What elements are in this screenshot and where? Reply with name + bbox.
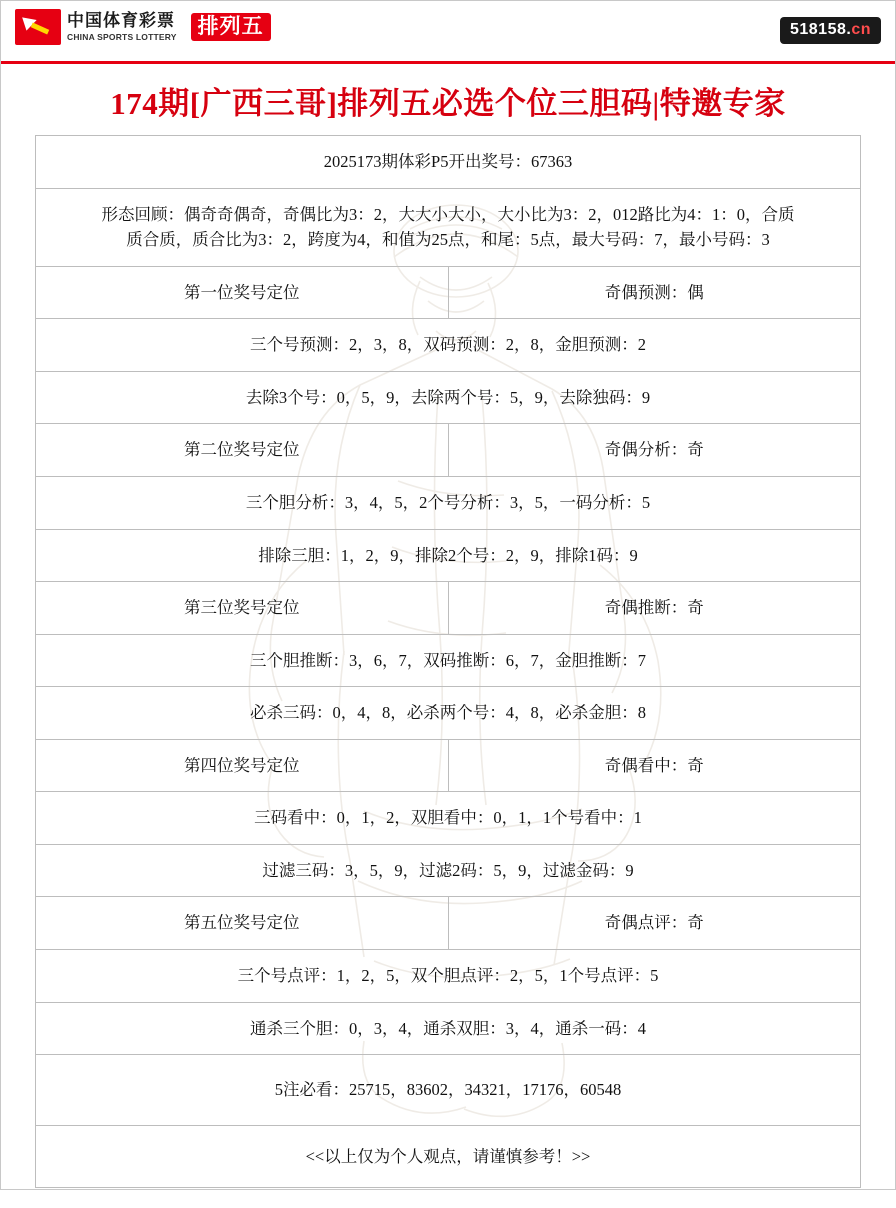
position-5-label: 第五位奖号定位 xyxy=(36,897,449,950)
table-row xyxy=(36,844,861,897)
position-5-parity: 奇偶点评：奇 xyxy=(448,897,861,950)
position-4-parity: 奇偶看中：奇 xyxy=(448,739,861,792)
site-domain-badge xyxy=(780,17,881,44)
table-row xyxy=(36,634,861,687)
table-row xyxy=(36,1055,861,1126)
table-row xyxy=(36,529,861,582)
table-row xyxy=(36,424,861,477)
position-1-label: 第一位奖号定位 xyxy=(36,266,449,319)
table-row xyxy=(36,950,861,1003)
position-4-row2: 过滤三码：3，5，9，过滤2码：5，9，过滤金码：9 xyxy=(36,844,861,897)
position-4-row1: 三码看中：0，1，2，双胆看中：0，1，1个号看中：1 xyxy=(36,792,861,845)
forecast-content xyxy=(1,135,895,1208)
position-1-row2: 去除3个号：0，5，9，去除两个号：5，9，去除独码：9 xyxy=(36,371,861,424)
table-row xyxy=(36,136,861,189)
table-row xyxy=(36,792,861,845)
position-3-row1: 三个胆推断：3，6，7，双码推断：6，7，金胆推断：7 xyxy=(36,634,861,687)
position-2-parity: 奇偶分析：奇 xyxy=(448,424,861,477)
position-4-label: 第四位奖号定位 xyxy=(36,739,449,792)
position-1-parity: 奇偶预测：偶 xyxy=(448,266,861,319)
site-header xyxy=(1,1,895,61)
brand-name-cn: 中国体育彩票 xyxy=(67,10,175,30)
draw-result: 2025173期体彩P5开出奖号：67363 xyxy=(36,136,861,189)
table-row xyxy=(36,739,861,792)
position-3-row2: 必杀三码：0，4，8，必杀两个号：4，8，必杀金胆：8 xyxy=(36,687,861,740)
table-row xyxy=(36,319,861,372)
table-row xyxy=(36,476,861,529)
brand-logo xyxy=(15,9,271,45)
table-row xyxy=(36,1002,861,1055)
brand-name-en: CHINA SPORTS LOTTERY xyxy=(67,31,177,42)
sports-lottery-icon xyxy=(15,9,61,45)
position-5-row2: 通杀三个胆：0，3，4，通杀双胆：3，4，通杀一码：4 xyxy=(36,1002,861,1055)
brand-text xyxy=(67,12,177,42)
table-row xyxy=(36,188,861,266)
position-5-row1: 三个号点评：1，2，5，双个胆点评：2，5，1个号点评：5 xyxy=(36,950,861,1003)
table-row xyxy=(36,897,861,950)
disclaimer-note: <<以上仅为个人观点，请谨慎参考！>> xyxy=(36,1125,861,1188)
position-2-row2: 排除三胆：1，2，9，排除2个号：2，9，排除1码：9 xyxy=(36,529,861,582)
shape-review xyxy=(36,188,861,266)
site-domain-suffix: cn xyxy=(851,21,871,38)
shape-review-line1: 形态回顾：偶奇奇偶奇，奇偶比为3：2，大大小大小，大小比为3：2，012路比为4：1：0，合质 xyxy=(101,204,795,224)
table-row xyxy=(36,371,861,424)
table-row xyxy=(36,1125,861,1188)
site-domain-main: 518158. xyxy=(789,21,852,38)
table-row xyxy=(36,266,861,319)
table-row xyxy=(36,582,861,635)
position-1-row1: 三个号预测：2，3，8，双码预测：2，8，金胆预测：2 xyxy=(36,319,861,372)
table-row xyxy=(36,687,861,740)
position-2-row1: 三个胆分析：3，4，5，2个号分析：3，5，一码分析：5 xyxy=(36,476,861,529)
page-title: 174期[广西三哥]排列五必选个位三胆码|特邀专家 xyxy=(110,86,786,121)
game-badge: 排列五 xyxy=(191,13,271,41)
forecast-table xyxy=(35,135,861,1188)
position-3-label: 第三位奖号定位 xyxy=(36,582,449,635)
shape-review-line2: 质合质，质合比为3：2，跨度为4，和值为25点，和尾：5点，最大号码：7，最小号码：3 xyxy=(126,230,770,250)
position-3-parity: 奇偶推断：奇 xyxy=(448,582,861,635)
recommended-bets: 5注必看：25715，83602，34321，17176，60548 xyxy=(36,1055,861,1126)
position-2-label: 第二位奖号定位 xyxy=(36,424,449,477)
